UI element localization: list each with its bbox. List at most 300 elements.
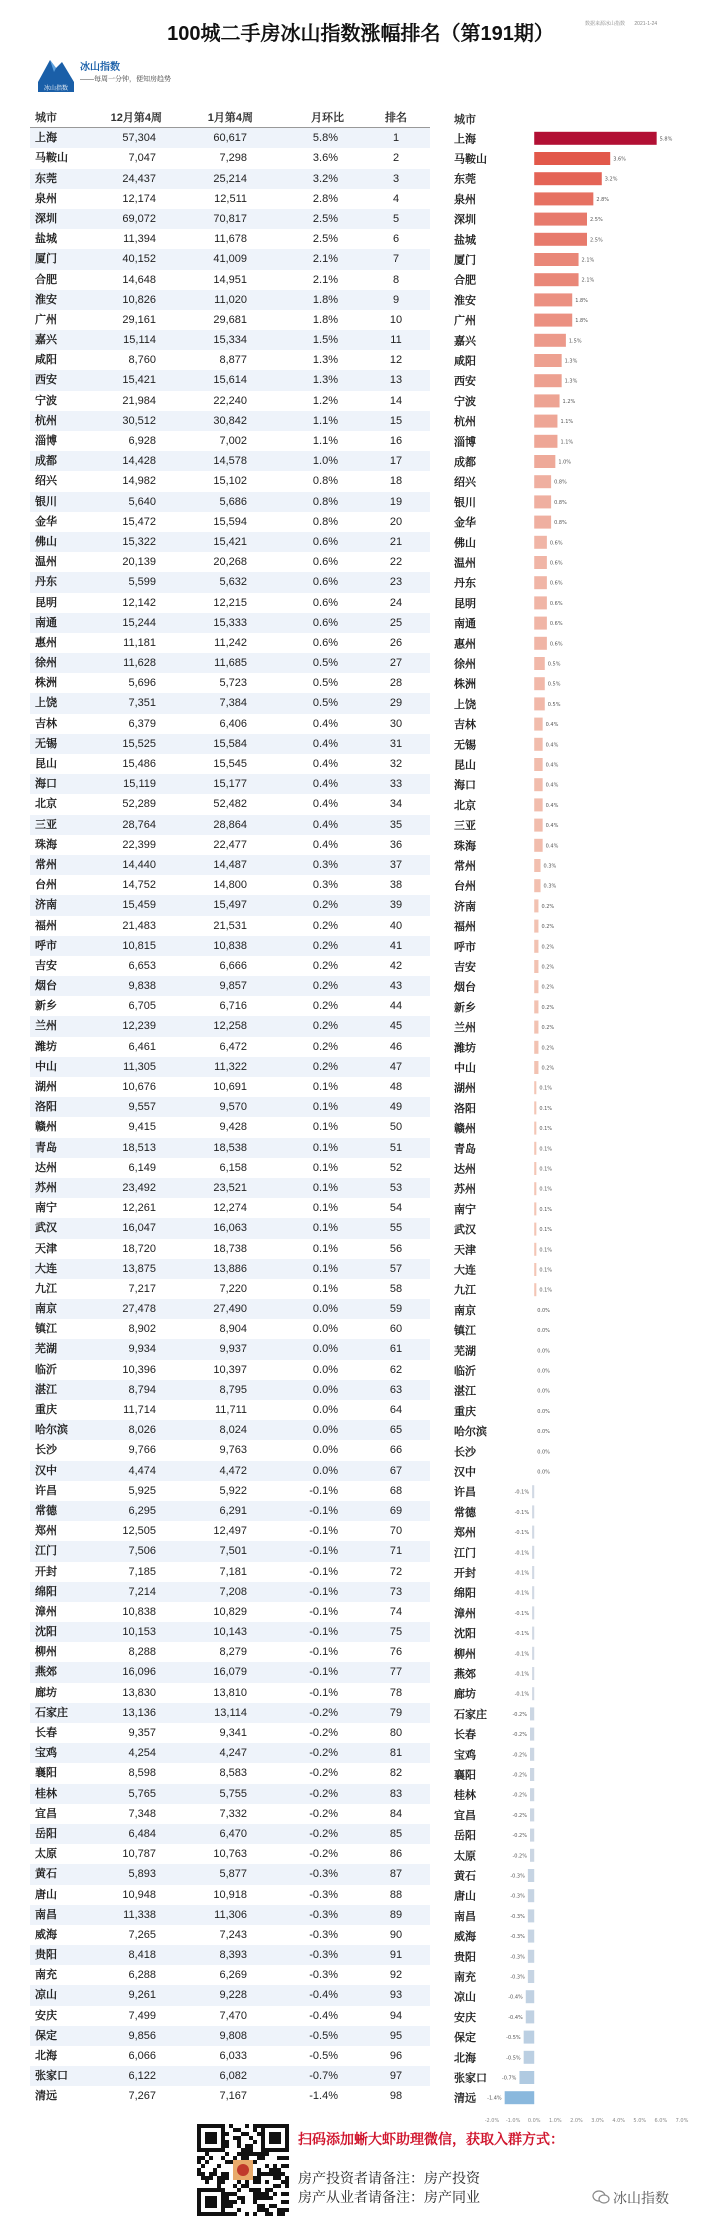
jan-price-cell: 15,421 — [213, 535, 247, 548]
table-row — [30, 1763, 430, 1783]
dec-price-cell: 15,459 — [122, 899, 156, 912]
mom-change-cell: 2.1% — [312, 253, 338, 266]
mom-change-cell: -0.1% — [309, 1585, 338, 1598]
jan-price-cell: 6,291 — [219, 1504, 247, 1517]
bar — [528, 1930, 534, 1943]
city-cell: 嘉兴 — [35, 334, 57, 347]
bar-value-label: 0.0% — [537, 1368, 550, 1375]
mom-change-cell: 0.4% — [312, 717, 338, 730]
city-cell: 上海 — [35, 132, 57, 145]
rank-cell: 50 — [389, 1121, 403, 1134]
bar — [534, 354, 561, 367]
table-row — [30, 633, 430, 653]
rank-cell: 92 — [389, 1969, 403, 1982]
bar — [532, 1485, 534, 1498]
bar-value-label: 2.5% — [590, 237, 603, 244]
jan-price-cell: 9,937 — [219, 1343, 247, 1356]
jan-price-cell: 8,877 — [219, 354, 247, 367]
rank-cell: 85 — [389, 1827, 403, 1840]
table-row — [30, 2086, 430, 2106]
jan-price-cell: 11,306 — [214, 1908, 247, 1921]
mom-change-cell: -0.1% — [309, 1484, 338, 1497]
chart-city-label: 襄阳 — [454, 1769, 476, 1782]
city-cell: 马鞍山 — [35, 152, 68, 165]
jan-price-cell: 10,691 — [213, 1081, 247, 1093]
bar-value-label: 0.4% — [545, 802, 559, 809]
rank-cell: 80 — [389, 1727, 403, 1739]
dec-price-cell: 9,766 — [128, 1444, 156, 1457]
jan-price-cell: 12,497 — [213, 1525, 247, 1538]
jan-price-cell: 7,220 — [219, 1282, 247, 1295]
bar — [534, 1061, 538, 1074]
rank-cell: 89 — [389, 1908, 403, 1921]
city-cell: 湛江 — [35, 1383, 57, 1396]
city-cell: 南昌 — [35, 1908, 57, 1921]
rank-cell: 98 — [389, 2090, 403, 2103]
chart-city-label: 南昌 — [454, 1910, 476, 1923]
bar-value-label: 0.2% — [541, 1025, 555, 1032]
bar-value-label: -0.1% — [514, 1530, 530, 1537]
bar-value-label: 1.8% — [575, 297, 588, 304]
city-cell: 许昌 — [35, 1484, 57, 1497]
bar-value-label: -0.3% — [510, 1893, 525, 1900]
chart-city-label: 大连 — [454, 1264, 476, 1277]
mom-change-cell: -0.3% — [309, 1969, 338, 1982]
bar-value-label: 3.2% — [604, 176, 618, 183]
jan-price-cell: 15,497 — [213, 899, 247, 912]
table-row — [30, 1138, 430, 1158]
dec-price-cell: 13,136 — [122, 1706, 156, 1719]
rank-cell: 52 — [389, 1161, 403, 1174]
rank-cell: 59 — [389, 1303, 403, 1316]
city-cell: 海口 — [35, 778, 57, 791]
city-cell: 中山 — [35, 1060, 57, 1073]
mom-change-cell: 0.1% — [312, 1121, 338, 1134]
bar-value-label: 2.8% — [596, 196, 610, 203]
bar — [534, 920, 538, 933]
bar-value-label: 0.6% — [549, 540, 563, 547]
bar — [532, 1505, 534, 1518]
dec-price-cell: 7,351 — [128, 697, 156, 710]
logo-text: 冰山指数 — [43, 85, 69, 92]
chart-city-label: 郑州 — [454, 1527, 476, 1540]
rank-cell: 66 — [389, 1444, 403, 1457]
col-rank: 排名 — [385, 112, 407, 124]
bar — [530, 1748, 534, 1761]
mom-change-cell: -0.1% — [309, 1504, 338, 1517]
bar — [528, 1970, 534, 1983]
bar — [534, 374, 561, 387]
chart-city-label: 合肥 — [454, 274, 476, 287]
table-row — [30, 572, 430, 592]
bar-value-label: 0.1% — [539, 1085, 553, 1092]
chart-city-label: 汉中 — [454, 1466, 476, 1479]
dec-price-cell: 9,261 — [128, 1989, 156, 2002]
chart-city-label: 南宁 — [454, 1203, 476, 1216]
bar-value-label: 0.0% — [537, 1307, 550, 1314]
bar-value-label: -0.1% — [514, 1651, 530, 1658]
chart-city-label: 沈阳 — [454, 1628, 476, 1641]
chart-city-label: 开封 — [454, 1567, 476, 1580]
table-row — [30, 714, 430, 734]
col-dec: 12月第4周 — [110, 112, 162, 124]
jan-price-cell: 10,918 — [213, 1888, 247, 1901]
jan-price-cell: 5,686 — [219, 495, 247, 508]
mom-change-cell: 0.0% — [312, 1303, 338, 1316]
wechat-account-name: 冰山指数 — [613, 2190, 669, 2206]
city-cell: 威海 — [35, 1928, 57, 1941]
mom-change-cell: -0.1% — [309, 1646, 338, 1659]
mom-change-cell: -0.1% — [309, 1626, 338, 1639]
mom-change-cell: 0.2% — [312, 1000, 338, 1013]
dec-price-cell: 6,295 — [128, 1504, 156, 1517]
rank-cell: 3 — [392, 172, 400, 185]
city-cell: 昆山 — [35, 758, 57, 770]
rank-cell: 29 — [389, 697, 403, 710]
city-cell: 宁波 — [35, 394, 57, 407]
table-row — [30, 1945, 430, 1965]
table-row — [30, 1743, 430, 1763]
bar — [530, 1829, 534, 1842]
footer-industry-line: 房产从业者请备注：房产同业 — [298, 2189, 480, 2205]
dec-price-cell: 5,765 — [128, 1787, 156, 1800]
dec-price-cell: 11,305 — [123, 1060, 156, 1073]
dec-price-cell: 12,261 — [122, 1202, 156, 1215]
dec-price-cell: 6,705 — [128, 1000, 156, 1013]
chart-city-label: 长春 — [454, 1729, 476, 1742]
mom-change-cell: -0.1% — [309, 1525, 338, 1538]
rank-cell: 51 — [389, 1141, 403, 1154]
dec-price-cell: 6,484 — [128, 1827, 156, 1840]
x-tick-label: 4.0% — [612, 2117, 626, 2124]
bar — [530, 1707, 534, 1720]
qr-code-icon[interactable] — [197, 2124, 289, 2216]
jan-price-cell: 14,800 — [213, 879, 247, 892]
dec-price-cell: 11,338 — [123, 1908, 156, 1921]
bar — [534, 1122, 536, 1135]
mom-change-cell: -0.2% — [309, 1848, 338, 1861]
table-row — [30, 774, 430, 794]
jan-price-cell: 7,470 — [219, 2009, 247, 2022]
rank-cell: 37 — [389, 858, 403, 871]
chart-city-label: 镇江 — [454, 1325, 476, 1338]
jan-price-cell: 8,393 — [219, 1949, 247, 1962]
bar-value-label: -0.5% — [506, 2035, 521, 2042]
table-row — [30, 1602, 430, 1622]
jan-price-cell: 5,723 — [219, 677, 247, 690]
table-row — [30, 1239, 430, 1259]
bar — [534, 233, 587, 246]
bar — [534, 677, 545, 690]
mom-change-cell: 0.0% — [312, 1323, 338, 1336]
table-row — [30, 1562, 430, 1582]
bar-value-label: 5.8% — [659, 136, 673, 143]
city-cell: 盐城 — [35, 233, 57, 246]
dec-price-cell: 18,720 — [122, 1242, 156, 1255]
mom-change-cell: 0.5% — [312, 657, 338, 670]
mom-change-cell: -0.2% — [309, 1706, 338, 1719]
city-cell: 汉中 — [35, 1464, 57, 1477]
jan-price-cell: 6,666 — [219, 959, 247, 972]
jan-price-cell: 15,584 — [213, 737, 247, 750]
jan-price-cell: 7,208 — [219, 1585, 247, 1598]
bar — [534, 657, 545, 670]
mom-change-cell: 0.6% — [312, 596, 338, 609]
city-cell: 常州 — [35, 858, 57, 871]
chart-city-label: 唐山 — [454, 1890, 476, 1903]
bar-value-label: 0.2% — [541, 1065, 555, 1072]
bar-value-label: 0.2% — [541, 1004, 555, 1011]
jan-price-cell: 11,685 — [214, 657, 247, 670]
table-row — [30, 1339, 430, 1359]
bar — [534, 819, 542, 832]
mom-change-cell: -0.3% — [309, 1928, 338, 1941]
rank-cell: 5 — [392, 212, 400, 225]
bar — [534, 1243, 536, 1256]
bar-value-label: -0.4% — [508, 1994, 523, 2001]
bar-value-label: 0.0% — [537, 1469, 550, 1476]
bar-value-label: 0.4% — [545, 742, 559, 749]
dec-price-cell: 10,826 — [122, 293, 156, 306]
rank-cell: 1 — [392, 132, 400, 145]
dec-price-cell: 23,492 — [122, 1181, 156, 1194]
jan-price-cell: 6,472 — [219, 1040, 247, 1053]
bar — [534, 293, 572, 306]
mom-change-cell: 0.1% — [312, 1181, 338, 1194]
jan-price-cell: 11,322 — [214, 1060, 247, 1073]
chart-city-label: 中山 — [454, 1062, 476, 1075]
bar — [530, 1849, 534, 1862]
chart-city-label: 天津 — [454, 1244, 476, 1257]
table-row — [30, 916, 430, 936]
table-row — [30, 532, 430, 552]
bar-value-label: -0.7% — [501, 2075, 517, 2082]
dec-price-cell: 6,928 — [128, 435, 156, 447]
mom-change-cell: 0.6% — [312, 535, 338, 548]
jan-price-cell: 7,501 — [219, 1545, 247, 1558]
dec-price-cell: 7,214 — [128, 1585, 156, 1598]
table-row — [30, 1299, 430, 1319]
jan-price-cell: 10,397 — [213, 1363, 247, 1376]
chart-city-label: 赣州 — [454, 1123, 476, 1136]
bar — [534, 495, 551, 508]
mom-change-cell: 1.5% — [312, 334, 338, 347]
dec-price-cell: 15,525 — [122, 737, 156, 750]
bar-value-label: -0.3% — [510, 1934, 525, 1941]
bar-value-label: 0.5% — [547, 681, 561, 688]
dec-price-cell: 9,838 — [128, 980, 156, 993]
rank-cell: 43 — [389, 980, 403, 993]
bar-value-label: 0.2% — [541, 924, 555, 931]
city-cell: 泉州 — [35, 192, 57, 205]
mom-change-cell: -0.2% — [309, 1727, 338, 1739]
table-row — [30, 1400, 430, 1420]
rank-cell: 68 — [389, 1484, 403, 1497]
city-cell: 呼市 — [35, 939, 57, 952]
rank-cell: 61 — [389, 1343, 403, 1356]
jan-price-cell: 18,738 — [213, 1242, 247, 1255]
city-cell: 清远 — [35, 2090, 57, 2103]
table-row — [30, 1097, 430, 1117]
bar-value-label: 0.2% — [541, 984, 555, 991]
rank-cell: 53 — [389, 1181, 403, 1194]
table-row — [30, 1117, 430, 1137]
chart-city-label: 珠海 — [454, 840, 476, 853]
table-row — [30, 411, 430, 431]
city-cell: 哈尔滨 — [35, 1424, 68, 1437]
jan-price-cell: 10,143 — [213, 1626, 247, 1639]
rank-cell: 46 — [389, 1040, 403, 1053]
table-row — [30, 1420, 430, 1440]
mom-change-cell: 0.8% — [312, 515, 338, 528]
jan-price-cell: 7,384 — [219, 697, 247, 710]
table-row — [30, 976, 430, 996]
rank-cell: 20 — [389, 515, 403, 528]
jan-price-cell: 12,258 — [213, 1020, 247, 1033]
city-cell: 吉林 — [35, 717, 57, 730]
mom-change-cell: -0.2% — [309, 1807, 338, 1820]
bar — [534, 879, 540, 892]
city-cell: 襄阳 — [35, 1767, 57, 1780]
rank-cell: 35 — [389, 818, 403, 831]
rank-cell: 11 — [390, 334, 402, 347]
bar-value-label: 0.1% — [539, 1186, 553, 1193]
city-cell: 杭州 — [35, 414, 57, 427]
bar — [534, 1223, 536, 1236]
mom-change-cell: 0.0% — [312, 1424, 338, 1437]
jan-price-cell: 9,428 — [219, 1121, 247, 1134]
table-row — [30, 128, 430, 148]
bar — [534, 596, 547, 609]
dec-price-cell: 5,925 — [128, 1484, 156, 1497]
dec-price-cell: 15,421 — [122, 374, 156, 387]
x-tick-label: 5.0% — [633, 2117, 647, 2124]
table-header — [30, 108, 430, 128]
jan-price-cell: 30,842 — [213, 414, 247, 427]
dec-price-cell: 11,181 — [123, 636, 156, 649]
city-cell: 兰州 — [35, 1020, 57, 1033]
rank-cell: 60 — [389, 1323, 403, 1336]
chart-city-label: 威海 — [454, 1931, 476, 1944]
bar — [519, 2071, 534, 2084]
rank-cell: 83 — [389, 1787, 403, 1800]
mom-change-cell: 1.8% — [312, 293, 338, 306]
chart-city-label: 黄石 — [454, 1870, 476, 1883]
dec-price-cell: 6,122 — [128, 2070, 156, 2083]
city-cell: 昆明 — [35, 596, 57, 609]
jan-price-cell: 18,538 — [213, 1141, 247, 1154]
bar — [534, 738, 542, 751]
jan-price-cell: 8,795 — [219, 1383, 247, 1396]
bar-value-label: -0.2% — [512, 1833, 527, 1840]
jan-price-cell: 5,632 — [219, 576, 247, 589]
chart-city-label: 柳州 — [454, 1648, 476, 1661]
chart-city-label: 贵阳 — [454, 1951, 476, 1964]
table-row — [30, 1642, 430, 1662]
mom-change-cell: -0.7% — [309, 2070, 338, 2083]
city-cell: 赣州 — [35, 1121, 57, 1134]
city-cell: 温州 — [35, 556, 57, 569]
mom-change-cell: 0.5% — [312, 697, 338, 710]
city-cell: 烟台 — [35, 980, 57, 993]
dec-price-cell: 30,512 — [122, 414, 156, 427]
mom-change-cell: -0.5% — [309, 2050, 338, 2062]
iceberg-logo-icon — [34, 52, 78, 96]
mom-change-cell: 0.0% — [312, 1444, 338, 1457]
rank-cell: 44 — [389, 1000, 403, 1013]
jan-price-cell: 70,817 — [213, 212, 247, 225]
chart-city-label: 哈尔滨 — [454, 1426, 487, 1439]
x-tick-label: -1.0% — [505, 2117, 521, 2124]
chart-city-label: 惠州 — [454, 638, 476, 651]
dec-price-cell: 6,149 — [128, 1161, 156, 1174]
city-cell: 上饶 — [35, 697, 57, 710]
mom-change-cell: -0.2% — [309, 1827, 338, 1840]
brand-name: 冰山指数 — [80, 62, 120, 73]
rank-cell: 38 — [389, 879, 403, 892]
chart-city-label: 咸阳 — [454, 355, 476, 368]
table-row — [30, 1703, 430, 1723]
rank-cell: 86 — [389, 1848, 403, 1861]
bar-value-label: -0.5% — [506, 2055, 521, 2062]
jan-price-cell: 14,487 — [213, 858, 247, 871]
dec-price-cell: 4,254 — [128, 1747, 156, 1760]
jan-price-cell: 7,298 — [219, 152, 247, 165]
table-row — [30, 996, 430, 1016]
chart-city-label: 成都 — [454, 456, 476, 469]
chart-city-label: 临沂 — [454, 1365, 476, 1378]
bar — [534, 253, 578, 266]
jan-price-cell: 4,472 — [219, 1464, 247, 1477]
mom-change-cell: 1.0% — [312, 455, 338, 468]
table-row — [30, 1461, 430, 1481]
mom-change-cell: -0.3% — [309, 1949, 338, 1962]
bar — [534, 798, 542, 811]
jan-price-cell: 25,214 — [213, 172, 247, 185]
mom-change-cell: 0.0% — [312, 1404, 338, 1416]
rank-cell: 78 — [389, 1686, 403, 1699]
table-row — [30, 229, 430, 249]
dec-price-cell: 11,394 — [123, 233, 156, 246]
city-cell: 潍坊 — [35, 1040, 57, 1053]
table-row — [30, 1481, 430, 1501]
bar-value-label: 0.4% — [545, 782, 559, 789]
mom-change-cell: 0.4% — [312, 737, 338, 750]
dec-price-cell: 4,474 — [128, 1464, 156, 1477]
chart-city-label: 福州 — [454, 921, 476, 934]
chart-city-label: 无锡 — [454, 739, 476, 752]
dec-price-cell: 5,599 — [128, 576, 156, 589]
mom-change-cell: -0.2% — [309, 1767, 338, 1780]
bar — [526, 1990, 534, 2003]
mom-change-cell: -0.3% — [309, 1888, 338, 1901]
rank-cell: 28 — [389, 677, 403, 690]
bar — [526, 2010, 534, 2023]
dec-price-cell: 6,461 — [128, 1040, 156, 1053]
chart-city-label: 西安 — [454, 375, 476, 388]
rank-cell: 14 — [389, 394, 403, 407]
bar-value-label: 1.2% — [562, 398, 576, 405]
bar-value-label: 1.3% — [564, 378, 578, 385]
table-row — [30, 1057, 430, 1077]
bar-value-label: -0.1% — [514, 1671, 530, 1678]
chart-city-label: 上饶 — [454, 698, 476, 711]
dec-price-cell: 14,982 — [122, 475, 156, 488]
table-row — [30, 835, 430, 855]
bar-value-label: 0.1% — [539, 1227, 553, 1234]
bar-value-label: -0.3% — [510, 1974, 525, 1981]
rank-cell: 56 — [389, 1242, 403, 1255]
